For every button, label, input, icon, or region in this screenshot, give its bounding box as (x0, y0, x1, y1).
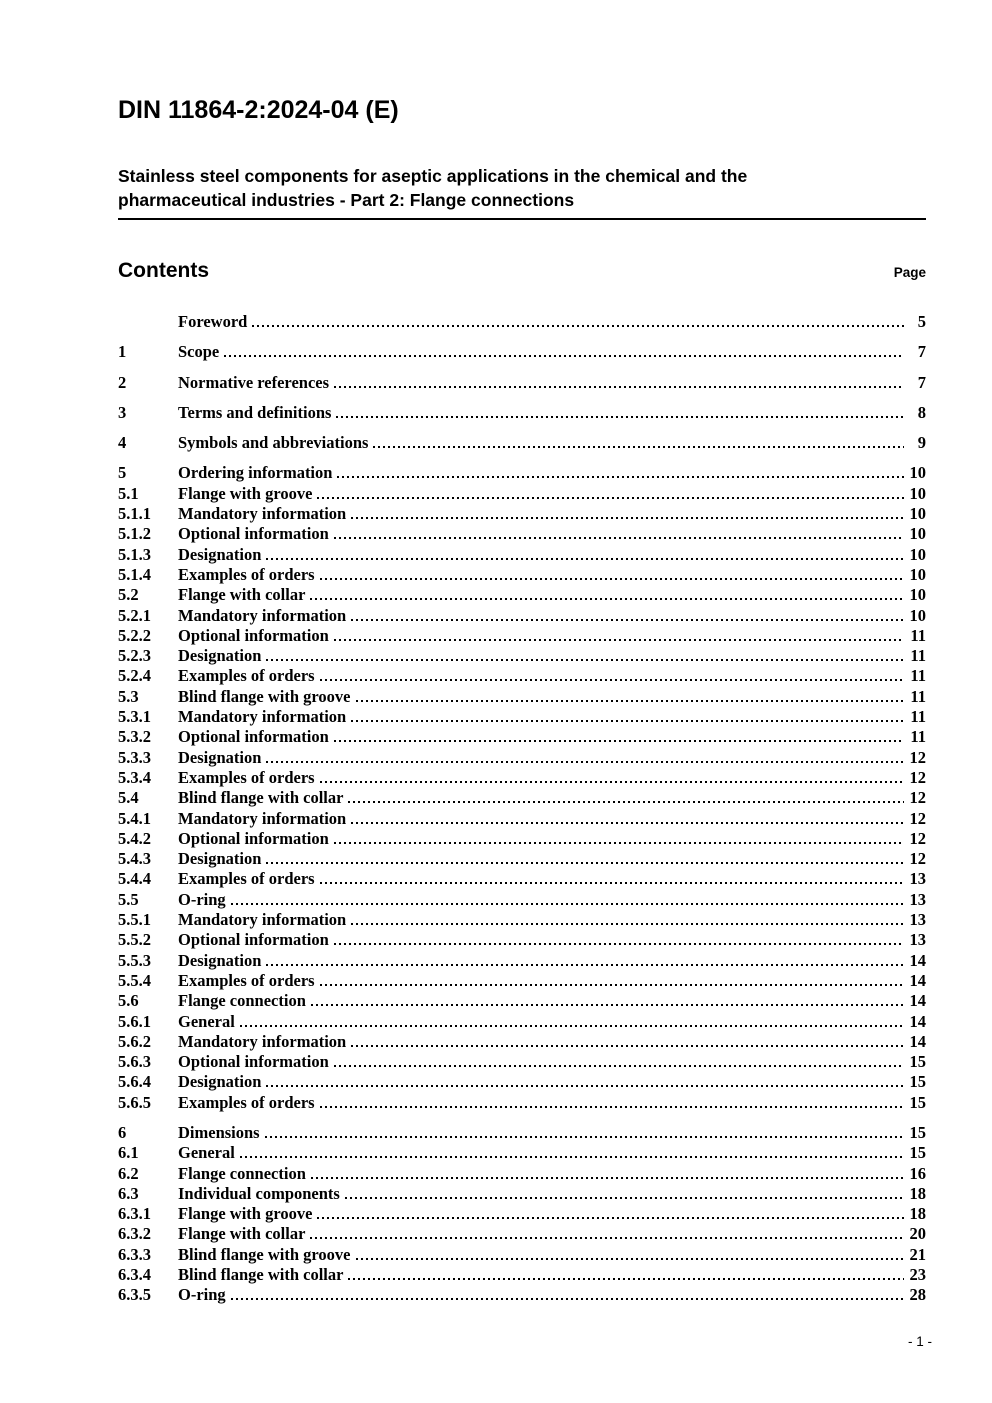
toc-entry-title: Designation (178, 544, 262, 564)
toc-row (118, 930, 926, 950)
toc-entry-title: Flange with groove (178, 483, 313, 503)
toc-entry-number: 5.1.1 (118, 504, 151, 524)
contents-header-row (118, 258, 926, 284)
toc-entry-number: 1 (118, 342, 127, 362)
dotted-leader (320, 679, 904, 681)
toc-row (118, 809, 926, 829)
dotted-leader (320, 984, 904, 986)
toc-entry-number: 2 (118, 372, 127, 392)
toc-row (118, 1143, 926, 1163)
toc-entry-page: 13 (909, 930, 926, 950)
toc-entry-number: 6.3.4 (118, 1265, 151, 1285)
toc-entry-number: 5.5.1 (118, 910, 151, 930)
toc-entry-number: 6.3.2 (118, 1224, 151, 1244)
toc-entry-number: 5.4 (118, 788, 139, 808)
dotted-leader (266, 1085, 904, 1087)
toc-entry-title: Ordering information (178, 463, 333, 483)
dotted-leader (337, 476, 904, 478)
toc-entry-number: 5.2.3 (118, 646, 151, 666)
dotted-leader (351, 822, 904, 824)
toc-entry-number: 5.6.3 (118, 1052, 151, 1072)
toc-entry-page: 13 (909, 869, 926, 889)
toc-row (118, 788, 926, 808)
toc-entry-title: Examples of orders (178, 767, 315, 787)
toc-row (118, 869, 926, 889)
toc-entry-page: 12 (909, 849, 926, 869)
toc-entry-page: 10 (909, 483, 926, 503)
toc-row (118, 626, 926, 646)
toc-row (118, 748, 926, 768)
toc-row (118, 1072, 926, 1092)
document-title-line-1: Stainless steel components for aseptic applications in the chemical and the (118, 166, 748, 186)
toc-entry-title: Flange connection (178, 991, 306, 1011)
toc-entry-title: Normative references (178, 372, 330, 392)
toc-entry-page: 11 (910, 625, 926, 645)
toc-list (118, 312, 926, 1306)
toc-row (118, 545, 926, 565)
toc-row (118, 951, 926, 971)
toc-entry-number: 5.4.3 (118, 849, 151, 869)
toc-entry-title: Optional information (178, 930, 329, 950)
document-number: DIN 11864-2:2024-04 (E) (118, 96, 399, 124)
toc-entry-page: 7 (917, 342, 926, 362)
toc-entry-page: 10 (909, 524, 926, 544)
toc-row (118, 1224, 926, 1244)
toc-row (118, 1204, 926, 1224)
dotted-leader (266, 862, 904, 864)
toc-row (118, 707, 926, 727)
dotted-leader (356, 700, 904, 702)
toc-entry-page: 23 (909, 1265, 926, 1285)
toc-entry-title: Examples of orders (178, 564, 315, 584)
toc-entry-number: 5.2.4 (118, 666, 151, 686)
toc-entry-number: 5.6.1 (118, 1011, 151, 1031)
toc-row (118, 1123, 926, 1143)
dotted-leader (334, 1065, 904, 1067)
toc-entry-number: 5.6.4 (118, 1072, 151, 1092)
toc-entry-title: Symbols and abbreviations (178, 433, 369, 453)
toc-entry-title: Individual components (178, 1183, 340, 1203)
toc-row (118, 1093, 926, 1113)
toc-entry-title: General (178, 1143, 235, 1163)
dotted-leader (356, 1258, 904, 1260)
toc-entry-title: O-ring (178, 889, 226, 909)
toc-row (118, 1285, 926, 1305)
toc-entry-title: Optional information (178, 625, 329, 645)
toc-entry-page: 20 (909, 1224, 926, 1244)
toc-entry-number: 5.4.2 (118, 828, 151, 848)
toc-entry-page: 14 (909, 1031, 926, 1051)
toc-entry-page: 15 (909, 1092, 926, 1112)
toc-entry-number: 4 (118, 433, 127, 453)
toc-entry-page: 7 (917, 372, 926, 392)
toc-entry-title: Flange with collar (178, 585, 306, 605)
dotted-leader (334, 386, 904, 388)
dotted-leader (373, 446, 904, 448)
dotted-leader (311, 1177, 904, 1179)
toc-row (118, 433, 926, 453)
toc-entry-title: Dimensions (178, 1122, 260, 1142)
dotted-leader (231, 1298, 904, 1300)
toc-entry-page: 10 (909, 463, 926, 483)
dotted-leader (351, 720, 904, 722)
toc-row (118, 666, 926, 686)
dotted-leader (320, 1106, 904, 1108)
toc-entry-number: 6.3.1 (118, 1204, 151, 1224)
dotted-leader (348, 801, 904, 803)
toc-row (118, 403, 926, 423)
toc-entry-page: 13 (909, 910, 926, 930)
dotted-leader (231, 903, 904, 905)
toc-row (118, 1012, 926, 1032)
toc-row (118, 504, 926, 524)
toc-entry-title: General (178, 1011, 235, 1031)
title-rule (118, 218, 926, 220)
page-column-label: Page (893, 265, 926, 280)
toc-entry-page: 12 (909, 747, 926, 767)
toc-entry-title: Designation (178, 747, 262, 767)
toc-entry-number: 5.5.4 (118, 970, 151, 990)
toc-entry-page: 14 (909, 991, 926, 1011)
toc-entry-title: Optional information (178, 1052, 329, 1072)
toc-entry-title: Mandatory information (178, 808, 347, 828)
dotted-leader (311, 1004, 904, 1006)
toc-entry-title: Mandatory information (178, 910, 347, 930)
toc-entry-page: 11 (910, 646, 926, 666)
toc-entry-title: Examples of orders (178, 970, 315, 990)
toc-entry-title: Mandatory information (178, 707, 347, 727)
toc-row (118, 1052, 926, 1072)
dotted-leader (266, 761, 904, 763)
toc-entry-title: Foreword (178, 312, 248, 331)
toc-entry-number: 5.3 (118, 686, 139, 706)
dotted-leader (240, 1025, 904, 1027)
dotted-leader (336, 416, 904, 418)
dotted-leader (240, 1156, 904, 1158)
toc-row (118, 342, 926, 362)
toc-entry-page: 18 (909, 1183, 926, 1203)
toc-entry-title: Examples of orders (178, 869, 315, 889)
toc-row (118, 484, 926, 504)
toc-entry-page: 12 (909, 788, 926, 808)
toc-row (118, 971, 926, 991)
dotted-leader (320, 882, 904, 884)
toc-entry-page: 15 (909, 1072, 926, 1092)
dotted-leader (310, 1237, 904, 1239)
toc-entry-page: 11 (910, 666, 926, 686)
document-title (118, 164, 926, 212)
toc-row (118, 1032, 926, 1052)
toc-entry-number: 5.1.4 (118, 564, 151, 584)
dotted-leader (265, 1136, 904, 1138)
toc-entry-title: Flange connection (178, 1163, 306, 1183)
toc-entry-page: 15 (909, 1052, 926, 1072)
toc-entry-page: 15 (909, 1143, 926, 1163)
document-title-line-2: pharmaceutical industries - Part 2: Flange connections (118, 190, 575, 210)
dotted-leader (334, 943, 904, 945)
toc-entry-page: 28 (909, 1285, 926, 1305)
toc-entry-page: 10 (909, 605, 926, 625)
toc-entry-page: 18 (909, 1204, 926, 1224)
toc-entry-title: Designation (178, 646, 262, 666)
toc-row (118, 829, 926, 849)
toc-row (118, 606, 926, 626)
toc-entry-page: 15 (909, 1122, 926, 1142)
toc-entry-number: 5.6.5 (118, 1092, 151, 1112)
dotted-leader (317, 1217, 904, 1219)
toc-entry-number: 5.6.2 (118, 1031, 151, 1051)
toc-row (118, 312, 926, 332)
toc-entry-page: 10 (909, 504, 926, 524)
dotted-leader (345, 1197, 904, 1199)
toc-entry-page: 12 (909, 808, 926, 828)
toc-entry-number: 3 (118, 402, 127, 422)
toc-row (118, 585, 926, 605)
toc-entry-number: 5.1 (118, 483, 139, 503)
toc-entry-number: 5.5 (118, 889, 139, 909)
toc-row (118, 991, 926, 1011)
toc-entry-page: 14 (909, 950, 926, 970)
toc-row (118, 687, 926, 707)
dotted-leader (348, 1278, 904, 1280)
toc-entry-title: Examples of orders (178, 666, 315, 686)
toc-entry-number: 6.2 (118, 1163, 139, 1183)
toc-entry-page: 10 (909, 585, 926, 605)
dotted-leader (320, 578, 904, 580)
toc-entry-page: 10 (909, 564, 926, 584)
toc-entry-number: 6.3.5 (118, 1285, 151, 1305)
dotted-leader (320, 781, 904, 783)
dotted-leader (266, 558, 904, 560)
toc-entry-title: Optional information (178, 828, 329, 848)
toc-row (118, 849, 926, 869)
toc-entry-number: 5.2.1 (118, 605, 151, 625)
dotted-leader (351, 1045, 904, 1047)
toc-entry-number: 6.3.3 (118, 1244, 151, 1264)
dotted-leader (266, 964, 904, 966)
toc-entry-number: 5.3.2 (118, 727, 151, 747)
toc-entry-number: 5.3.1 (118, 707, 151, 727)
toc-row (118, 1265, 926, 1285)
dotted-leader (334, 537, 904, 539)
toc-entry-title: Blind flange with collar (178, 788, 344, 808)
toc-entry-title: Optional information (178, 524, 329, 544)
toc-row (118, 1184, 926, 1204)
toc-entry-page: 12 (909, 767, 926, 787)
dotted-leader (224, 355, 904, 357)
toc-entry-number: 6.1 (118, 1143, 139, 1163)
toc-entry-title: Mandatory information (178, 504, 347, 524)
dotted-leader (334, 639, 904, 641)
toc-row (118, 524, 926, 544)
toc-entry-page: 9 (917, 433, 926, 453)
toc-entry-title: O-ring (178, 1285, 226, 1305)
toc-entry-title: Blind flange with collar (178, 1265, 344, 1285)
dotted-leader (317, 497, 904, 499)
toc-entry-title: Terms and definitions (178, 402, 332, 422)
toc-entry-title: Mandatory information (178, 1031, 347, 1051)
toc-entry-number: 5.6 (118, 991, 139, 1011)
toc-entry-page: 14 (909, 970, 926, 990)
toc-entry-page: 8 (917, 402, 926, 422)
dotted-leader (334, 842, 904, 844)
toc-entry-title: Designation (178, 950, 262, 970)
toc-row (118, 768, 926, 788)
toc-entry-page: 21 (909, 1244, 926, 1264)
dotted-leader (266, 659, 904, 661)
toc-entry-title: Scope (178, 342, 220, 362)
toc-row (118, 1245, 926, 1265)
toc-row (118, 890, 926, 910)
toc-entry-page: 5 (917, 312, 926, 331)
toc-entry-number: 5.2.2 (118, 625, 151, 645)
toc-entry-number: 5.1.3 (118, 544, 151, 564)
toc-entry-number: 5.5.2 (118, 930, 151, 950)
toc-row (118, 910, 926, 930)
toc-entry-page: 11 (910, 707, 926, 727)
toc-row (118, 1164, 926, 1184)
toc-entry-number: 5.3.3 (118, 747, 151, 767)
dotted-leader (334, 740, 904, 742)
toc-entry-number: 5.4.1 (118, 808, 151, 828)
toc-entry-page: 12 (909, 828, 926, 848)
dotted-leader (351, 923, 904, 925)
toc-entry-number: 5.2 (118, 585, 139, 605)
toc-entry-title: Optional information (178, 727, 329, 747)
toc-entry-number: 5.3.4 (118, 767, 151, 787)
toc-entry-page: 14 (909, 1011, 926, 1031)
toc-entry-title: Mandatory information (178, 605, 347, 625)
toc-row (118, 463, 926, 483)
toc-entry-title: Flange with collar (178, 1224, 306, 1244)
toc-entry-number: 6 (118, 1122, 127, 1142)
footer-page-number: - 1 - (907, 1334, 932, 1349)
toc-entry-page: 10 (909, 544, 926, 564)
toc-row (118, 373, 926, 393)
toc-entry-page: 16 (909, 1163, 926, 1183)
dotted-leader (351, 517, 904, 519)
toc-entry-number: 5 (118, 463, 127, 483)
toc-row (118, 565, 926, 585)
toc-entry-title: Designation (178, 849, 262, 869)
toc-entry-page: 11 (910, 727, 926, 747)
toc-entry-page: 13 (909, 889, 926, 909)
toc-entry-page: 11 (910, 686, 926, 706)
dotted-leader (351, 619, 904, 621)
toc-entry-number: 5.5.3 (118, 950, 151, 970)
toc-entry-title: Flange with groove (178, 1204, 313, 1224)
dotted-leader (252, 325, 904, 327)
toc-entry-number: 5.4.4 (118, 869, 151, 889)
toc-entry-title: Designation (178, 1072, 262, 1092)
toc-row (118, 646, 926, 666)
toc-entry-number: 6.3 (118, 1183, 139, 1203)
toc-entry-title: Blind flange with groove (178, 1244, 351, 1264)
toc-entry-title: Examples of orders (178, 1092, 315, 1112)
dotted-leader (310, 598, 904, 600)
toc-row (118, 727, 926, 747)
toc-entry-number: 5.1.2 (118, 524, 151, 544)
contents-heading: Contents (118, 259, 209, 282)
toc-entry-title: Blind flange with groove (178, 686, 351, 706)
